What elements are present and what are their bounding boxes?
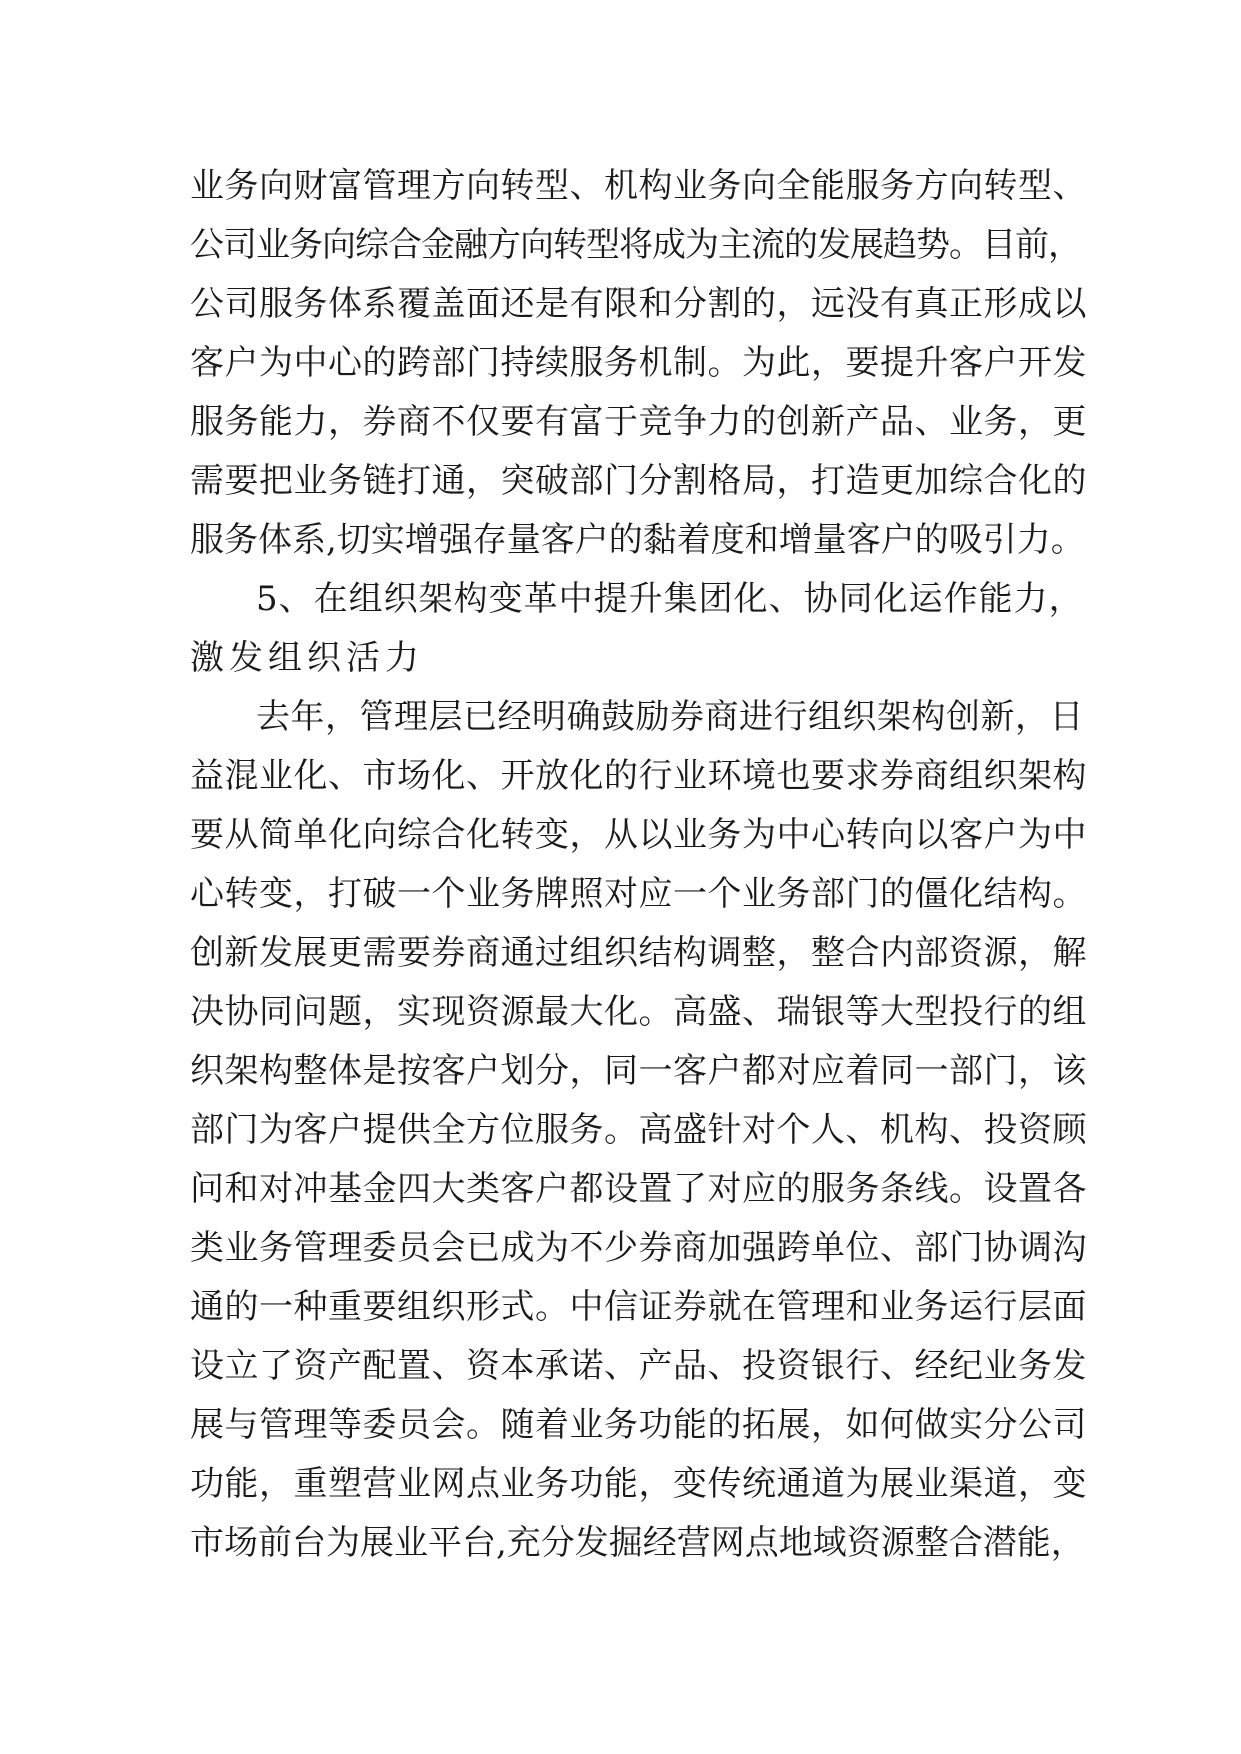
text-line: 服务能力，券商不仅要有富于竞争力的创新产品、业务，更 <box>190 402 1087 442</box>
text-line: 要从简单化向综合化转变，从以业务为中心转向以客户为中 <box>190 815 1087 855</box>
text-line: 类业务管理委员会已成为不少券商加强跨单位、部门协调沟 <box>190 1228 1087 1268</box>
text-line: 通的一种重要组织形式。中信证券就在管理和业务运行层面 <box>190 1287 1087 1327</box>
text-line: 创新发展更需要券商通过组织结构调整，整合内部资源，解 <box>190 933 1087 973</box>
text-line: 市场前台为展业平台,充分发掘经营网点地域资源整合潜能， <box>190 1523 1085 1563</box>
text-line: 设立了资产配置、资本承诺、产品、投资银行、经纪业务发 <box>190 1346 1087 1386</box>
text-line: 去年，管理层已经明确鼓励券商进行组织架构创新，日 <box>256 697 1084 737</box>
text-line: 业务向财富管理方向转型、机构业务向全能服务方向转型、 <box>190 166 1087 206</box>
text-line: 问和对冲基金四大类客户都设置了对应的服务条线。设置各 <box>190 1169 1087 1209</box>
text-line: 心转变，打破一个业务牌照对应一个业务部门的僵化结构。 <box>190 874 1087 914</box>
section-heading-line: 激发组织活力 <box>190 638 424 678</box>
text-line: 公司业务向综合金融方向转型将成为主流的发展趋势。目前， <box>190 225 1081 265</box>
text-line: 部门为客户提供全方位服务。高盛针对个人、机构、投资顾 <box>190 1110 1087 1150</box>
text-line: 织架构整体是按客户划分，同一客户都对应着同一部门，该 <box>190 1051 1087 1091</box>
text-line: 客户为中心的跨部门持续服务机制。为此，要提升客户开发 <box>190 343 1087 383</box>
text-line: 服务体系,切实增强存量客户的黏着度和增量客户的吸引力。 <box>190 520 1085 560</box>
text-line: 功能，重塑营业网点业务功能，变传统通道为展业渠道，变 <box>190 1464 1087 1504</box>
text-line: 需要把业务链打通，突破部门分割格局，打造更加综合化的 <box>190 461 1087 501</box>
section-heading-line: 5、在组织架构变革中提升集团化、协同化运作能力， <box>256 579 1084 619</box>
text-line: 益混业化、市场化、开放化的行业环境也要求券商组织架构 <box>190 756 1087 796</box>
text-line: 公司服务体系覆盖面还是有限和分割的，远没有真正形成以 <box>190 284 1087 324</box>
text-line: 展与管理等委员会。随着业务功能的拓展，如何做实分公司 <box>190 1405 1087 1445</box>
text-line: 决协同问题，实现资源最大化。高盛、瑞银等大型投行的组 <box>190 992 1087 1032</box>
